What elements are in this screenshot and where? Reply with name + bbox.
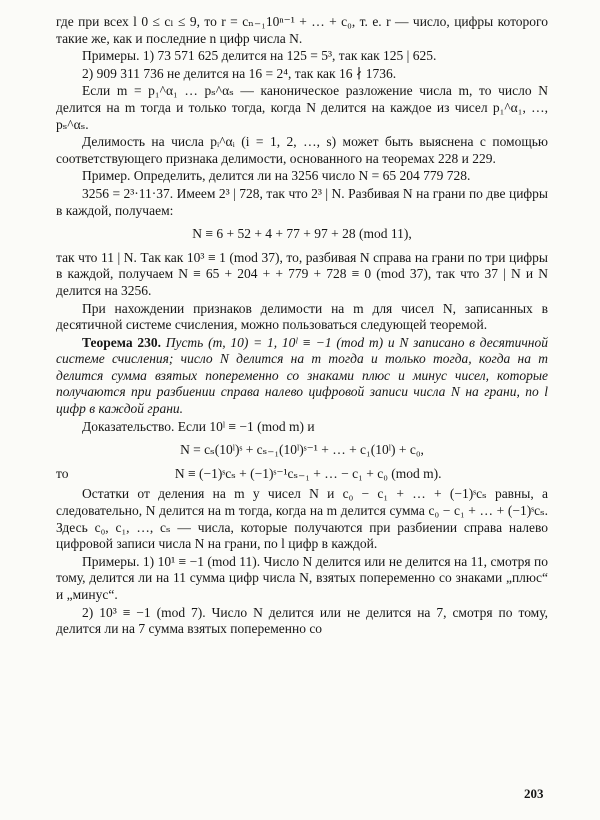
page-number: 203 — [524, 786, 544, 801]
mod-37-paragraph: так что 11 | N. Так как 10³ ≡ 1 (mod 37), то, разбивая N справа на грани по три цифры в каждой, получаем N ≡ 65 + 204 + + 779 + 728 ≡ 0 (mod 37), так что 37 | N и N делится на 3256. — [56, 249, 548, 298]
factorization-paragraph: 3256 = 2³·11·37. Имеем 2³ | 728, так что 2³ | N. Разбивая N на грани по две цифры в каждой, получаем: — [56, 185, 548, 218]
example-2-paragraph: 2) 909 311 736 не делится на 16 = 2⁴, так как 16 ∤ 1736. — [82, 65, 397, 81]
divisibility-paragraph: Делимость на числа pᵢ^αᵢ (i = 1, 2, …, s) может быть выяснена с помощью соответствующего признака делимости, основанного на теоремах 228 и 229. — [56, 134, 548, 166]
equation-mod-11: N ≡ 6 + 52 + 4 + 77 + 97 + 28 (mod 11), — [192, 226, 412, 242]
examples-mod-7-paragraph: 2) 10³ ≡ −1 (mod 7). Число N делится или не делится на 7, смотря по тому, делится ли на 7 сумма взятых попеременно со — [56, 604, 548, 637]
canonical-decomposition-paragraph: Если m = p₁^α₁ … pₛ^αₛ — каноническое разложение числа m, то число N делится на m тогда и только тогда, когда N делится на каждое из чисел p₁^α₁, …, pₛ^αₛ. — [56, 83, 548, 132]
examples-paragraph: Примеры. 1) 73 571 625 делится на 125 = 5³, так как 125 | 625. — [82, 48, 437, 64]
examples-mod-11-paragraph: Примеры. 1) 10¹ ≡ −1 (mod 11). Число N делится или не делится на 11, смотря по тому, делится ли на 11 сумма цифр числа N, взятых попеременно со знаками „плюс“ и „минус“. — [56, 553, 548, 602]
equation-expansion: N = cₛ(10ˡ)ˢ + cₛ₋₁(10ˡ)ˢ⁻¹ + … + c₁(10ˡ) + c₀, — [180, 442, 424, 458]
example-3256-paragraph: Пример. Определить, делится ли на 3256 число N = 65 204 779 728. — [82, 168, 471, 184]
proof-paragraph: Доказательство. Если 10ˡ ≡ −1 (mod m) и — [82, 418, 315, 434]
theorem-statement: Пусть (m, 10) = 1, 10ˡ ≡ −1 (mod m) и N записано в десятичной системе счисления; число N делится на m тогда и только тогда, когда на m делится сумма взятых попеременно со знаками плюс и минус чисел, которые получаются при разбиении справа налево цифровой записи числа N на грани, по l цифр в каждой грани. — [56, 334, 548, 417]
page-body — [56, 14, 548, 639]
theorem-230 — [56, 335, 548, 418]
remainders-paragraph: Остатки от деления на m у чисел N и c₀ − c₁ + … + (−1)ˢcₛ равны, а следовательно, N делится на m тогда, когда на m делится сумма c₀ − c₁ + … + (−1)ˢcₛ. Здесь c₀, c₁, …, cₛ — числа, которые получаются при разбиении справа налево цифровой записи числа N на грани, по l цифр в каждой. — [56, 486, 548, 552]
paragraph-continuation: где при всех l 0 ≤ cₗ ≤ 9, то r = cₙ₋₁10ⁿ⁻¹ + … + c₀, т. е. r — число, цифры которого такие же, как и последние n цифр числа N. — [56, 14, 548, 46]
theorem-heading: Теорема 230. — [82, 334, 161, 350]
equation-congruence: N ≡ (−1)ˢcₛ + (−1)ˢ⁻¹cₛ₋₁ + … − c₁ + c₀ (mod m). — [174, 465, 442, 481]
intro-theorem-paragraph: При нахождении признаков делимости на m для чисел N, записанных в десятичной системе счисления, можно пользоваться следующей теоремой. — [56, 300, 548, 333]
equation-congruence-row — [56, 466, 548, 483]
to-word: то — [56, 465, 69, 481]
